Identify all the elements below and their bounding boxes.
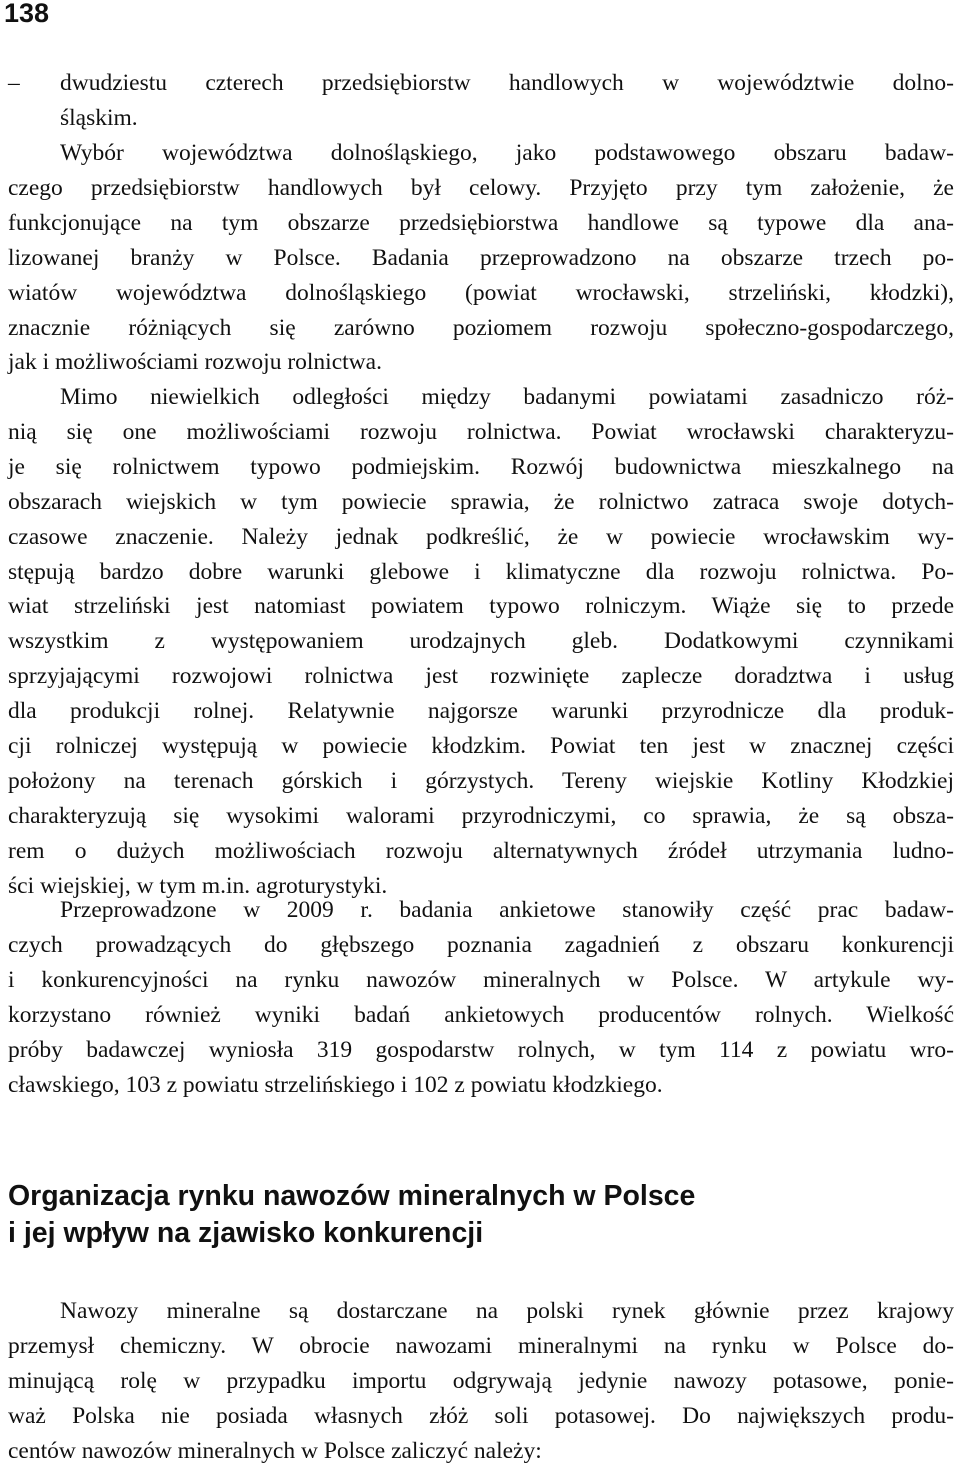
text-line: śląskim. <box>60 104 138 131</box>
text-line: próby badawczej wyniosła 319 gospodarstw rolnych, w tym 114 z powiatu wro- <box>8 1036 954 1063</box>
bullet-item <box>8 66 954 136</box>
text-line: czasowe znaczenie. Należy jednak podkreślić, że w powiecie wrocławskim wy- <box>8 523 954 550</box>
paragraph-4 <box>8 1294 954 1469</box>
text-line: Nawozy mineralne są dostarczane na polski rynek głównie przez krajowy <box>60 1298 954 1324</box>
text-line: lizowanej branży w Polsce. Badania przeprowadzono na obszarze trzech po- <box>8 244 954 271</box>
paragraph-1 <box>8 136 954 380</box>
text-line: stępują bardzo dobre warunki glebowe i klimatyczne dla rozwoju rolnictwa. Po- <box>8 558 954 585</box>
text-line: funkcjonujące na tym obszarze przedsiębiorstwa handlowe są typowe dla ana- <box>8 209 954 236</box>
text-line: dwudziestu czterech przedsiębiorstw handlowych w województwie dolno- <box>60 70 954 96</box>
text-line: sprzyjającymi rozwojowi rolnictwa jest rozwinięte zaplecze doradztwa i usług <box>8 663 954 690</box>
text-line: je się rolnictwem typowo podmiejskim. Rozwój budownictwa mieszkalnego na <box>8 453 954 480</box>
text-line: wiatów województwa dolnośląskiego (powiat wrocławski, strzeliński, kłodzki), <box>8 279 954 306</box>
paragraph-3 <box>8 893 954 1102</box>
text-line: znacznie różniących się zarówno poziomem rozwoju społeczno-gospodarczego, <box>8 314 954 341</box>
text-line: przemysł chemiczny. W obrocie nawozami mineralnymi na rynku w Polsce do- <box>8 1332 954 1359</box>
text-line: charakteryzują się wysokimi walorami przyrodniczymi, co sprawia, że są obsza- <box>8 802 954 829</box>
text-line: rem o dużych możliwościach rozwoju alternatywnych źródeł utrzymania ludno- <box>8 837 954 864</box>
page-number: 138 <box>4 0 50 28</box>
text-line: ści wiejskiej, w tym m.in. agroturystyki. <box>8 872 388 899</box>
text-line: Mimo niewielkich odległości między badanymi powiatami zasadniczo róż- <box>60 384 954 410</box>
heading-line: i jej wpływ na zjawisko konkurencji <box>8 1217 484 1249</box>
text-line: cławskiego, 103 z powiatu strzelińskiego i 102 z powiatu kłodzkiego. <box>8 1071 663 1098</box>
text-line: cji rolniczej występują w powiecie kłodzkim. Powiat ten jest w znacznej części <box>8 733 954 760</box>
bullet-dash: – <box>8 70 20 96</box>
text-line: minującą rolę w przypadku importu odgrywają jedynie nawozy potasowe, ponie- <box>8 1367 954 1394</box>
text-line: waż Polska nie posiada własnych złóż soli potasowej. Do największych produ- <box>8 1402 954 1429</box>
text-line: położony na terenach górskich i górzystych. Tereny wiejskie Kotliny Kłodzkiej <box>8 767 954 794</box>
text-line: dla produkcji rolnej. Relatywnie najgorsze warunki przyrodnicze dla produk- <box>8 698 954 725</box>
text-line: Wybór województwa dolnośląskiego, jako podstawowego obszaru badaw- <box>60 140 954 166</box>
text-line: nią się one możliwościami rozwoju rolnictwa. Powiat wrocławski charakteryzu- <box>8 418 954 445</box>
text-line: wiat strzeliński jest natomiast powiatem typowo rolniczym. Wiąże się to przede <box>8 593 954 620</box>
text-line: jak i możliwościami rozwoju rolnictwa. <box>8 349 382 376</box>
text-line: Przeprowadzone w 2009 r. badania ankietowe stanowiły część prac badaw- <box>60 897 954 923</box>
section-heading <box>8 1178 954 1252</box>
heading-line: Organizacja rynku nawozów mineralnych w Polsce <box>8 1180 696 1212</box>
text-line: czych prowadzących do głębszego poznania zagadnień z obszaru konkurencji <box>8 931 954 958</box>
text-line: korzystano również wyniki badań ankietowych producentów rolnych. Wielkość <box>8 1001 954 1028</box>
text-line: czego przedsiębiorstw handlowych był celowy. Przyjęto przy tym założenie, że <box>8 174 954 201</box>
text-line: i konkurencyjności na rynku nawozów mineralnych w Polsce. W artykule wy- <box>8 966 954 993</box>
paragraph-2 <box>8 380 954 904</box>
text-line: wszystkim z występowaniem urodzajnych gleb. Dodatkowymi czynnikami <box>8 628 954 655</box>
text-line: obszarach wiejskich w tym powiecie sprawia, że rolnictwo zatraca swoje dotych- <box>8 488 954 515</box>
text-line: centów nawozów mineralnych w Polsce zaliczyć należy: <box>8 1437 542 1464</box>
